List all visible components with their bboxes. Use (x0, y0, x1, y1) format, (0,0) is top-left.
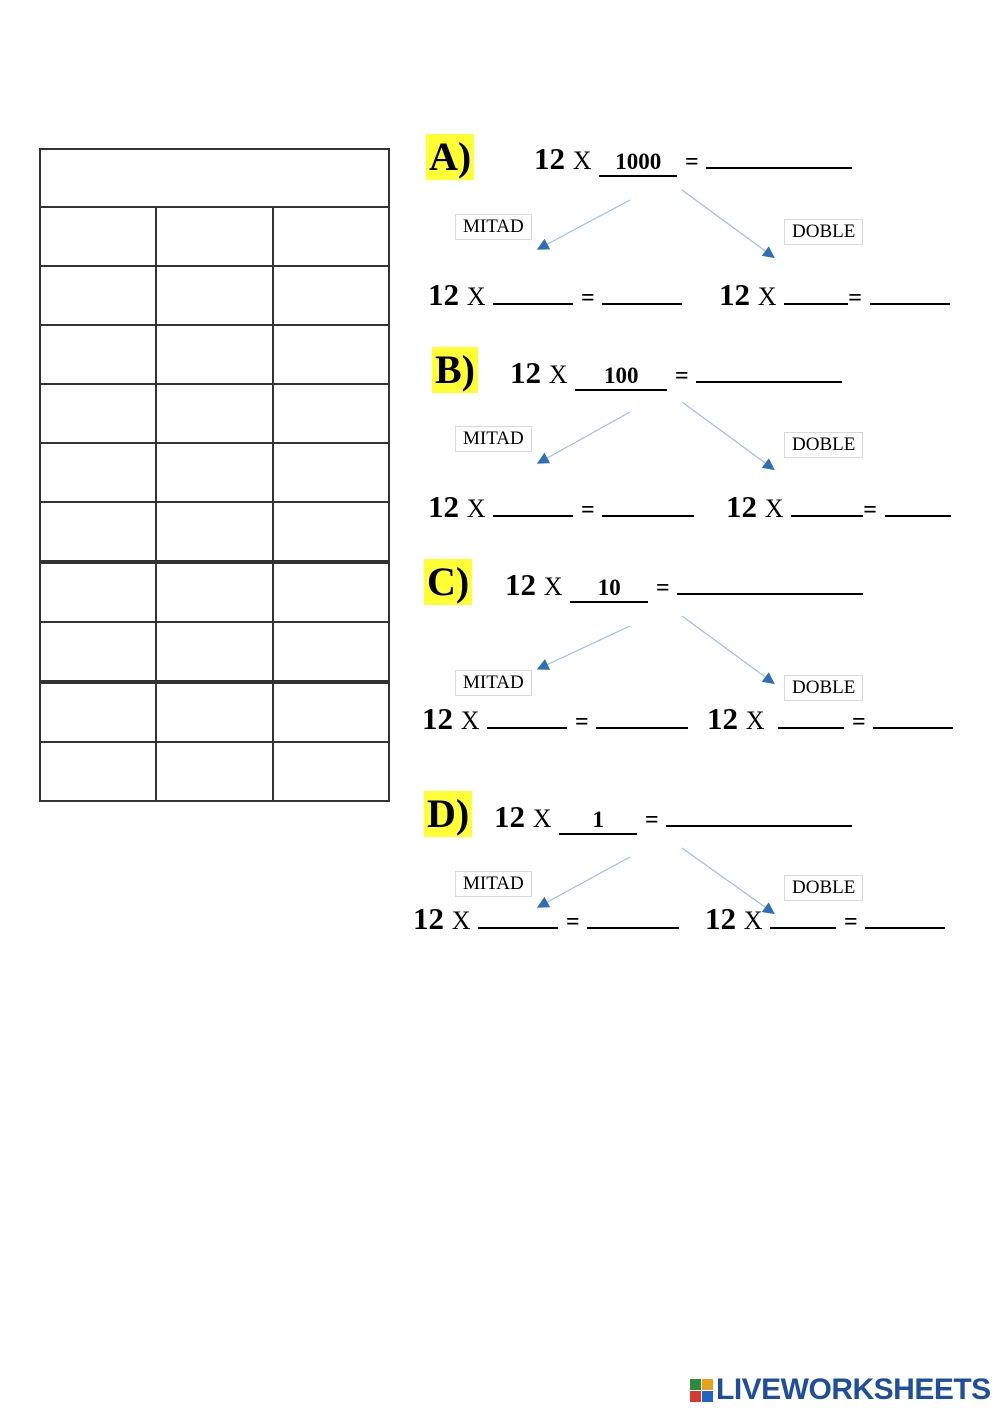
operator: X (743, 906, 763, 935)
arrows-a (540, 190, 772, 256)
factor-a: 12 (428, 277, 459, 312)
operator: X (745, 706, 765, 735)
equals-sign: = (844, 909, 858, 935)
logo-mark-icon (690, 1379, 713, 1402)
mitad-arrow (540, 857, 630, 906)
factor-a: 12 (428, 489, 459, 524)
product-blank[interactable] (873, 701, 953, 729)
factor-blank[interactable] (487, 701, 567, 729)
operator: X (548, 360, 568, 389)
mitad-equation (422, 701, 688, 740)
product-blank[interactable] (706, 141, 852, 169)
mitad-arrow (540, 626, 630, 668)
equals-sign: = (852, 709, 866, 735)
operator: X (460, 706, 480, 735)
equals-sign: = (848, 285, 862, 311)
factor-blank[interactable] (791, 489, 863, 517)
main-equation (494, 799, 852, 838)
operator: X (451, 906, 471, 935)
exercise-letter: A) (426, 134, 474, 180)
operator: X (466, 282, 486, 311)
mitad-label: MITAD (455, 426, 532, 452)
equals-sign: = (675, 363, 689, 389)
factor-blank[interactable] (784, 277, 848, 305)
mitad-arrow (540, 412, 630, 462)
factor-blank[interactable] (478, 901, 558, 929)
equals-sign: = (575, 709, 589, 735)
product-blank[interactable] (587, 901, 679, 929)
doble-label: DOBLE (784, 875, 863, 901)
mitad-equation (428, 277, 682, 316)
given-factor: 10 (570, 575, 648, 603)
logo-text: LIVEWORKSHEETS (716, 1373, 991, 1406)
equals-sign: = (863, 497, 877, 523)
doble-arrow (682, 402, 772, 468)
factor-blank[interactable] (778, 701, 844, 729)
equals-sign: = (645, 807, 659, 833)
operator: X (532, 804, 552, 833)
main-equation (534, 141, 852, 180)
arrows-b (540, 402, 772, 468)
factor-a: 12 (705, 901, 736, 936)
factor-a: 12 (413, 901, 444, 936)
product-blank[interactable] (602, 489, 694, 517)
mitad-equation (413, 901, 679, 940)
main-equation (505, 567, 863, 606)
exercise-letter: C) (424, 559, 472, 605)
mitad-label: MITAD (455, 871, 532, 897)
liveworksheets-logo (690, 1373, 991, 1407)
mitad-label: MITAD (455, 670, 532, 696)
given-factor: 1 (559, 807, 637, 835)
main-equation (510, 355, 842, 394)
product-blank[interactable] (596, 701, 688, 729)
factor-a: 12 (719, 277, 750, 312)
doble-label: DOBLE (784, 432, 863, 458)
arrows-c (540, 616, 772, 682)
equals-sign: = (581, 497, 595, 523)
factor-a: 12 (494, 799, 525, 834)
doble-arrow (682, 616, 772, 682)
mitad-arrow (540, 200, 630, 248)
mitad-label: MITAD (455, 214, 532, 240)
equals-sign: = (566, 909, 580, 935)
product-blank[interactable] (885, 489, 951, 517)
product-blank[interactable] (865, 901, 945, 929)
doble-label: DOBLE (784, 219, 863, 245)
operator: X (466, 494, 486, 523)
factor-a: 12 (505, 567, 536, 602)
given-factor: 1000 (599, 149, 677, 177)
product-blank[interactable] (870, 277, 950, 305)
mitad-equation (428, 489, 694, 528)
doble-arrow (682, 190, 772, 256)
operator: X (572, 146, 592, 175)
doble-equation (707, 701, 953, 740)
factor-a: 12 (707, 701, 738, 736)
factor-blank[interactable] (493, 277, 573, 305)
doble-equation (719, 277, 950, 316)
factor-a: 12 (534, 141, 565, 176)
exercise-letter: B) (432, 347, 478, 393)
product-blank[interactable] (666, 799, 852, 827)
factor-a: 12 (726, 489, 757, 524)
product-blank[interactable] (677, 567, 863, 595)
exercise-letter: D) (424, 791, 472, 837)
given-factor: 100 (575, 363, 667, 391)
equals-sign: = (656, 575, 670, 601)
operator: X (543, 572, 563, 601)
operator: X (764, 494, 784, 523)
factor-a: 12 (510, 355, 541, 390)
doble-label: DOBLE (784, 675, 863, 701)
doble-equation (726, 489, 951, 528)
factor-blank[interactable] (493, 489, 573, 517)
product-blank[interactable] (602, 277, 682, 305)
factor-blank[interactable] (770, 901, 836, 929)
factor-a: 12 (422, 701, 453, 736)
operator: X (757, 282, 777, 311)
equals-sign: = (685, 149, 699, 175)
product-blank[interactable] (696, 355, 842, 383)
doble-equation (705, 901, 945, 940)
equals-sign: = (581, 285, 595, 311)
